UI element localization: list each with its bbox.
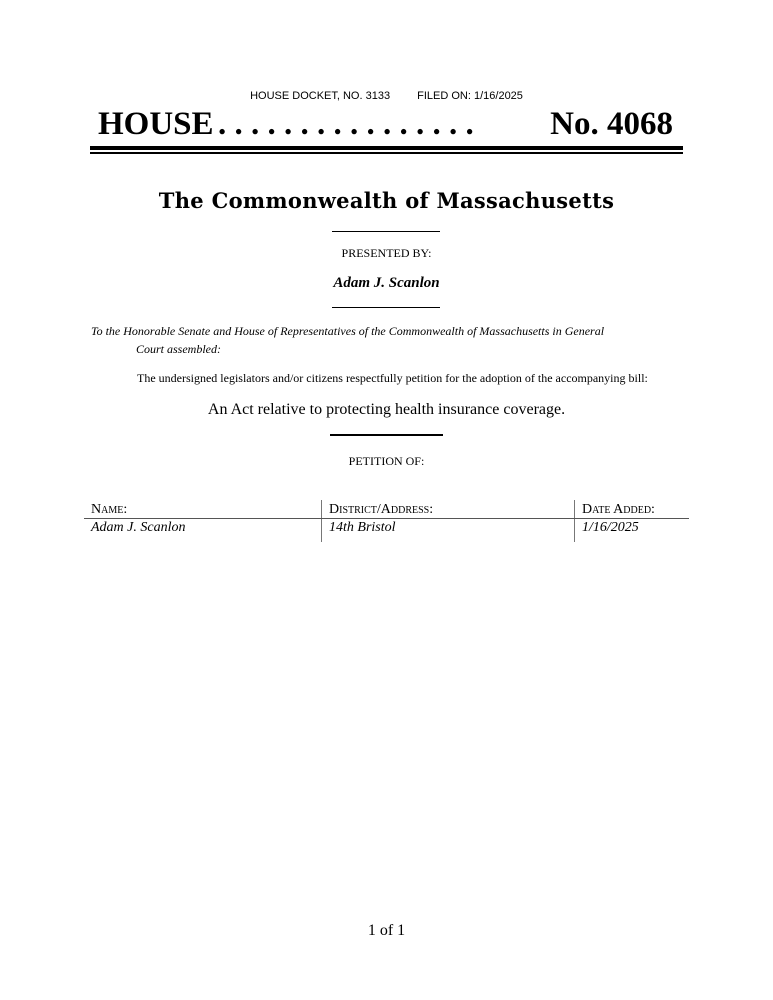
- docket-number: HOUSE DOCKET, NO. 3133: [250, 90, 391, 102]
- address-line-1: To the Honorable Senate and House of Representatives of the Commonwealth of Massachusetts in General: [91, 324, 605, 338]
- column-header-district: District/Address:: [322, 500, 575, 519]
- bill-number: No. 4068: [550, 106, 673, 142]
- address-line-2: Court assembled:: [136, 342, 221, 356]
- divider: [330, 434, 443, 436]
- chamber-label: HOUSE: [98, 106, 214, 142]
- header-rule-thin: [90, 152, 683, 154]
- filed-date: FILED ON: 1/16/2025: [417, 90, 523, 102]
- column-header-name: Name:: [84, 500, 322, 519]
- docket-line: [0, 90, 773, 102]
- presented-by-label: PRESENTED BY:: [341, 246, 432, 260]
- petitioners-table: [84, 500, 689, 542]
- petition-text: The undersigned legislators and/or citizens respectfully petition for the adoption of the accompanying bill:: [137, 371, 648, 385]
- page-number: 1 of 1: [367, 922, 406, 939]
- presenter-name: Adam J. Scanlon: [333, 275, 440, 291]
- header-rule-thick: [90, 146, 683, 150]
- table-header-row: [84, 500, 689, 519]
- petitioner-district: 14th Bristol: [322, 519, 575, 543]
- petitioner-name: Adam J. Scanlon: [91, 520, 186, 535]
- column-header-date: Date Added:: [575, 500, 690, 519]
- leader-dots: . . . . . . . . . . . . . . . .: [218, 106, 474, 142]
- divider: [332, 231, 440, 232]
- table-row: [84, 519, 689, 543]
- commonwealth-title: The Commonwealth of Massachusetts: [158, 188, 615, 213]
- act-title: An Act relative to protecting health insurance coverage.: [207, 401, 566, 418]
- petition-of-label: PETITION OF:: [348, 454, 425, 468]
- petitioner-date: 1/16/2025: [575, 519, 690, 543]
- divider: [332, 307, 440, 308]
